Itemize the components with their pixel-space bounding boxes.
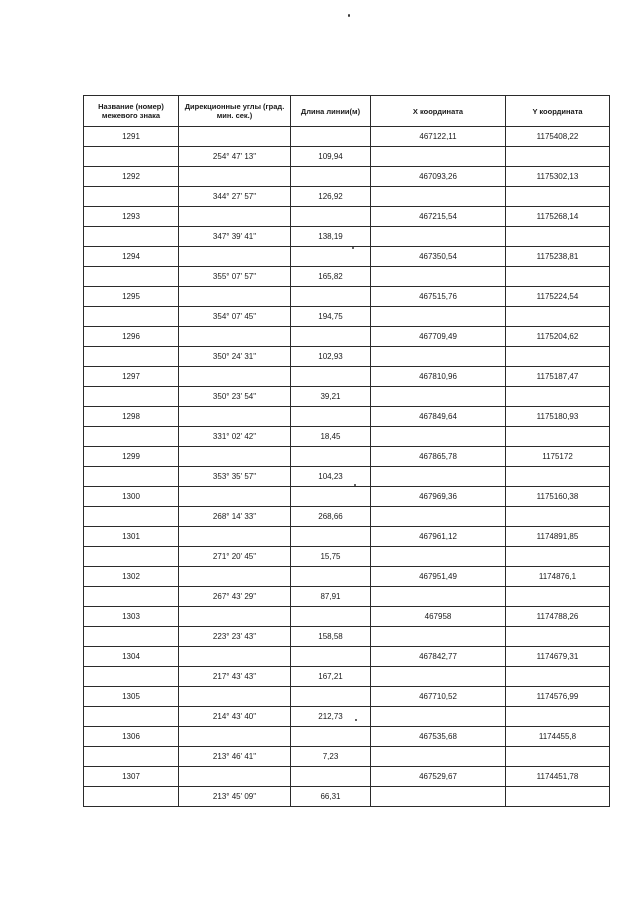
empty-cell <box>371 187 506 207</box>
boundary-coordinates-table <box>83 95 610 807</box>
line-length-cell: 126,92 <box>291 187 371 207</box>
point-name-cell: 1306 <box>84 727 179 747</box>
segment-row <box>84 347 610 367</box>
empty-cell <box>291 207 371 227</box>
empty-cell <box>291 367 371 387</box>
header-line-length: Длина линии(м) <box>291 96 371 127</box>
point-name-cell: 1307 <box>84 767 179 787</box>
line-length-cell: 87,91 <box>291 587 371 607</box>
empty-cell <box>84 427 179 447</box>
segment-row <box>84 587 610 607</box>
empty-cell <box>506 707 610 727</box>
direction-angle-cell: 353° 35' 57" <box>179 467 291 487</box>
point-name-cell: 1297 <box>84 367 179 387</box>
point-row <box>84 607 610 627</box>
empty-cell <box>506 747 610 767</box>
line-length-cell: 7,23 <box>291 747 371 767</box>
segment-row <box>84 307 610 327</box>
point-row <box>84 367 610 387</box>
empty-cell <box>506 547 610 567</box>
x-coordinate-cell: 467350,54 <box>371 247 506 267</box>
segment-row <box>84 507 610 527</box>
point-row <box>84 487 610 507</box>
empty-cell <box>371 147 506 167</box>
y-coordinate-cell: 1174455,8 <box>506 727 610 747</box>
point-row <box>84 727 610 747</box>
point-name-cell: 1302 <box>84 567 179 587</box>
point-row <box>84 287 610 307</box>
segment-row <box>84 787 610 807</box>
point-name-cell: 1295 <box>84 287 179 307</box>
empty-cell <box>179 127 291 147</box>
empty-cell <box>291 247 371 267</box>
empty-cell <box>291 687 371 707</box>
point-name-cell: 1303 <box>84 607 179 627</box>
empty-cell <box>291 607 371 627</box>
empty-cell <box>371 707 506 727</box>
direction-angle-cell: 254° 47' 13" <box>179 147 291 167</box>
y-coordinate-cell: 1174576,99 <box>506 687 610 707</box>
segment-row <box>84 467 610 487</box>
empty-cell <box>84 587 179 607</box>
header-direction-angle: Дирекционные углы (град. мин. сек.) <box>179 96 291 127</box>
point-row <box>84 167 610 187</box>
empty-cell <box>179 687 291 707</box>
y-coordinate-cell: 1175187,47 <box>506 367 610 387</box>
segment-row <box>84 187 610 207</box>
point-name-cell: 1291 <box>84 127 179 147</box>
line-length-cell: 165,82 <box>291 267 371 287</box>
segment-row <box>84 627 610 647</box>
empty-cell <box>84 507 179 527</box>
empty-cell <box>179 727 291 747</box>
x-coordinate-cell: 467529,67 <box>371 767 506 787</box>
header-x-coordinate: X координата <box>371 96 506 127</box>
segment-row <box>84 547 610 567</box>
y-coordinate-cell: 1175172 <box>506 447 610 467</box>
y-coordinate-cell: 1175224,54 <box>506 287 610 307</box>
direction-angle-cell: 213° 45' 09" <box>179 787 291 807</box>
empty-cell <box>84 547 179 567</box>
empty-cell <box>506 307 610 327</box>
empty-cell <box>291 327 371 347</box>
empty-cell <box>179 487 291 507</box>
empty-cell <box>179 287 291 307</box>
x-coordinate-cell: 467969,36 <box>371 487 506 507</box>
line-length-cell: 104,23 <box>291 467 371 487</box>
empty-cell <box>84 707 179 727</box>
empty-cell <box>371 507 506 527</box>
y-coordinate-cell: 1175160,38 <box>506 487 610 507</box>
empty-cell <box>291 447 371 467</box>
empty-cell <box>371 667 506 687</box>
empty-cell <box>84 147 179 167</box>
empty-cell <box>371 747 506 767</box>
point-row <box>84 407 610 427</box>
empty-cell <box>179 527 291 547</box>
line-length-cell: 212,73 <box>291 707 371 727</box>
header-y-coordinate: Y координата <box>506 96 610 127</box>
line-length-cell: 167,21 <box>291 667 371 687</box>
x-coordinate-cell: 467215,54 <box>371 207 506 227</box>
empty-cell <box>179 167 291 187</box>
empty-cell <box>371 587 506 607</box>
empty-cell <box>371 347 506 367</box>
point-name-cell: 1299 <box>84 447 179 467</box>
empty-cell <box>291 167 371 187</box>
x-coordinate-cell: 467710,52 <box>371 687 506 707</box>
direction-angle-cell: 217° 43' 43" <box>179 667 291 687</box>
table-body <box>84 127 610 807</box>
empty-cell <box>179 607 291 627</box>
empty-cell <box>371 787 506 807</box>
x-coordinate-cell: 467865,78 <box>371 447 506 467</box>
empty-cell <box>291 567 371 587</box>
direction-angle-cell: 223° 23' 43" <box>179 627 291 647</box>
line-length-cell: 66,31 <box>291 787 371 807</box>
empty-cell <box>291 127 371 147</box>
empty-cell <box>291 727 371 747</box>
point-name-cell: 1294 <box>84 247 179 267</box>
empty-cell <box>506 267 610 287</box>
x-coordinate-cell: 467122,11 <box>371 127 506 147</box>
y-coordinate-cell: 1175302,13 <box>506 167 610 187</box>
empty-cell <box>291 407 371 427</box>
direction-angle-cell: 354° 07' 45" <box>179 307 291 327</box>
line-length-cell: 18,45 <box>291 427 371 447</box>
direction-angle-cell: 268° 14' 33" <box>179 507 291 527</box>
direction-angle-cell: 214° 43' 40" <box>179 707 291 727</box>
point-row <box>84 447 610 467</box>
direction-angle-cell: 350° 24' 31" <box>179 347 291 367</box>
point-name-cell: 1305 <box>84 687 179 707</box>
header-point-name: Название (номер) межевого знака <box>84 96 179 127</box>
empty-cell <box>84 267 179 287</box>
point-name-cell: 1296 <box>84 327 179 347</box>
direction-angle-cell: 271° 20' 45" <box>179 547 291 567</box>
empty-cell <box>291 767 371 787</box>
y-coordinate-cell: 1175180,93 <box>506 407 610 427</box>
segment-row <box>84 267 610 287</box>
empty-cell <box>84 307 179 327</box>
empty-cell <box>84 347 179 367</box>
empty-cell <box>84 667 179 687</box>
direction-angle-cell: 213° 46' 41" <box>179 747 291 767</box>
segment-row <box>84 667 610 687</box>
empty-cell <box>291 487 371 507</box>
point-row <box>84 207 610 227</box>
x-coordinate-cell: 467961,12 <box>371 527 506 547</box>
empty-cell <box>506 227 610 247</box>
x-coordinate-cell: 467709,49 <box>371 327 506 347</box>
y-coordinate-cell: 1175268,14 <box>506 207 610 227</box>
empty-cell <box>84 747 179 767</box>
y-coordinate-cell: 1174891,85 <box>506 527 610 547</box>
point-name-cell: 1301 <box>84 527 179 547</box>
empty-cell <box>506 507 610 527</box>
point-name-cell: 1293 <box>84 207 179 227</box>
empty-cell <box>506 587 610 607</box>
segment-row <box>84 707 610 727</box>
empty-cell <box>179 767 291 787</box>
point-name-cell: 1300 <box>84 487 179 507</box>
line-length-cell: 158,58 <box>291 627 371 647</box>
x-coordinate-cell: 467951,49 <box>371 567 506 587</box>
x-coordinate-cell: 467842,77 <box>371 647 506 667</box>
point-row <box>84 127 610 147</box>
direction-angle-cell: 355° 07' 57" <box>179 267 291 287</box>
segment-row <box>84 747 610 767</box>
empty-cell <box>179 407 291 427</box>
empty-cell <box>371 547 506 567</box>
y-coordinate-cell: 1174876,1 <box>506 567 610 587</box>
x-coordinate-cell: 467810,96 <box>371 367 506 387</box>
y-coordinate-cell: 1174788,26 <box>506 607 610 627</box>
x-coordinate-cell: 467849,64 <box>371 407 506 427</box>
point-row <box>84 567 610 587</box>
empty-cell <box>84 467 179 487</box>
empty-cell <box>291 647 371 667</box>
segment-row <box>84 427 610 447</box>
y-coordinate-cell: 1175204,62 <box>506 327 610 347</box>
point-row <box>84 327 610 347</box>
empty-cell <box>291 287 371 307</box>
empty-cell <box>506 467 610 487</box>
line-length-cell: 194,75 <box>291 307 371 327</box>
empty-cell <box>84 627 179 647</box>
y-coordinate-cell: 1174451,78 <box>506 767 610 787</box>
empty-cell <box>506 427 610 447</box>
point-row <box>84 247 610 267</box>
point-name-cell: 1304 <box>84 647 179 667</box>
y-coordinate-cell: 1175238,81 <box>506 247 610 267</box>
empty-cell <box>506 387 610 407</box>
empty-cell <box>371 467 506 487</box>
empty-cell <box>84 227 179 247</box>
empty-cell <box>506 347 610 367</box>
line-length-cell: 39,21 <box>291 387 371 407</box>
scan-speck <box>348 14 350 17</box>
empty-cell <box>371 627 506 647</box>
empty-cell <box>179 447 291 467</box>
y-coordinate-cell: 1174679,31 <box>506 647 610 667</box>
empty-cell <box>179 207 291 227</box>
empty-cell <box>371 307 506 327</box>
empty-cell <box>84 187 179 207</box>
point-row <box>84 767 610 787</box>
line-length-cell: 138,19 <box>291 227 371 247</box>
x-coordinate-cell: 467515,76 <box>371 287 506 307</box>
x-coordinate-cell: 467958 <box>371 607 506 627</box>
point-row <box>84 687 610 707</box>
empty-cell <box>371 267 506 287</box>
line-length-cell: 15,75 <box>291 547 371 567</box>
empty-cell <box>506 667 610 687</box>
empty-cell <box>84 387 179 407</box>
empty-cell <box>179 327 291 347</box>
line-length-cell: 102,93 <box>291 347 371 367</box>
empty-cell <box>179 647 291 667</box>
line-length-cell: 109,94 <box>291 147 371 167</box>
segment-row <box>84 147 610 167</box>
table-header-row <box>84 96 610 127</box>
direction-angle-cell: 344° 27' 57" <box>179 187 291 207</box>
line-length-cell: 268,66 <box>291 507 371 527</box>
empty-cell <box>506 627 610 647</box>
empty-cell <box>371 227 506 247</box>
empty-cell <box>291 527 371 547</box>
empty-cell <box>371 427 506 447</box>
empty-cell <box>506 147 610 167</box>
point-row <box>84 527 610 547</box>
empty-cell <box>84 787 179 807</box>
direction-angle-cell: 347° 39' 41" <box>179 227 291 247</box>
direction-angle-cell: 267° 43' 29" <box>179 587 291 607</box>
empty-cell <box>506 787 610 807</box>
direction-angle-cell: 331° 02' 42" <box>179 427 291 447</box>
point-name-cell: 1292 <box>84 167 179 187</box>
direction-angle-cell: 350° 23' 54" <box>179 387 291 407</box>
segment-row <box>84 227 610 247</box>
x-coordinate-cell: 467093,26 <box>371 167 506 187</box>
empty-cell <box>506 187 610 207</box>
empty-cell <box>179 367 291 387</box>
empty-cell <box>179 567 291 587</box>
empty-cell <box>371 387 506 407</box>
point-name-cell: 1298 <box>84 407 179 427</box>
empty-cell <box>179 247 291 267</box>
point-row <box>84 647 610 667</box>
y-coordinate-cell: 1175408,22 <box>506 127 610 147</box>
segment-row <box>84 387 610 407</box>
x-coordinate-cell: 467535,68 <box>371 727 506 747</box>
